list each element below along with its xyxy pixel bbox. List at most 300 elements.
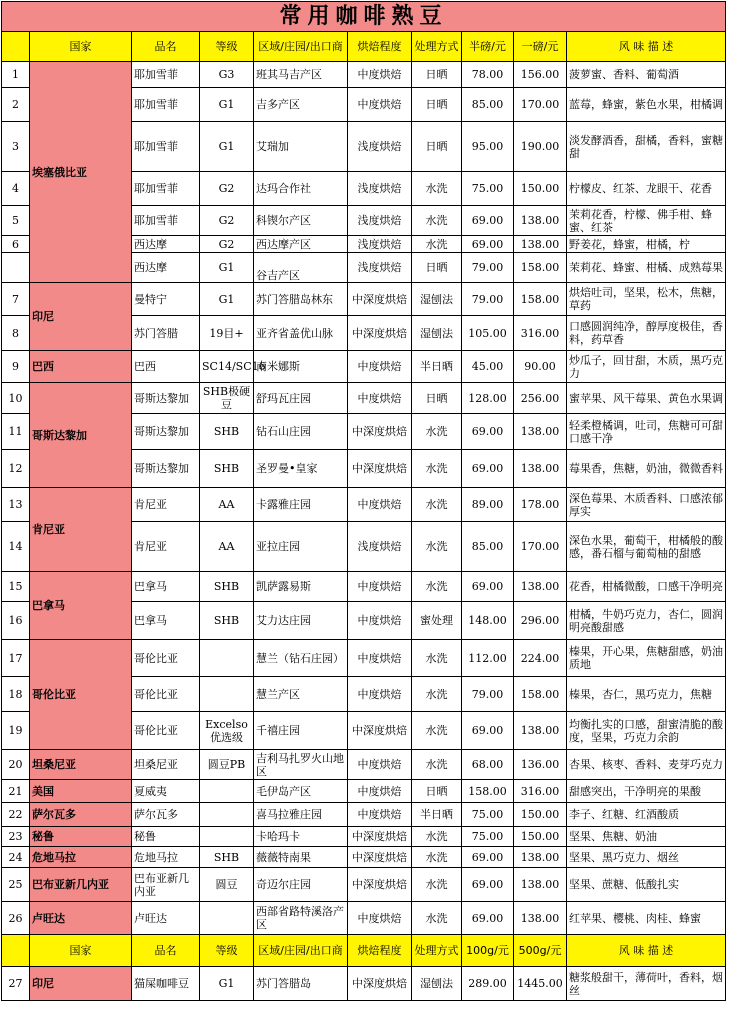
row-number	[2, 253, 30, 283]
flavor-notes: 李子、红糖、红酒酸质	[567, 803, 726, 827]
bean-name: 巴拿马	[132, 572, 200, 602]
pound-price: 138.00	[514, 572, 567, 602]
roast-level: 中深度烘焙	[348, 283, 412, 316]
process-method: 日晒	[412, 383, 462, 414]
row-number: 21	[2, 780, 30, 803]
half-pound-price: 69.00	[462, 902, 514, 935]
flavor-notes: 柑橘，牛奶巧克力，杏仁，圆润明亮酸甜感	[567, 602, 726, 640]
half-pound-price: 68.00	[462, 750, 514, 780]
country-cell: 哥伦比亚	[30, 640, 132, 750]
bean-name: 危地马拉	[132, 847, 200, 868]
bean-name: 坦桑尼亚	[132, 750, 200, 780]
process-method: 日晒	[412, 253, 462, 283]
grade: SC14/SC16	[200, 351, 254, 383]
pound-price: 138.00	[514, 206, 567, 236]
bean-name: 哥斯达黎加	[132, 383, 200, 414]
pound-price: 296.00	[514, 602, 567, 640]
process-method: 蜜处理	[412, 602, 462, 640]
header-half-pound: 半磅/元	[462, 32, 514, 62]
row-number: 17	[2, 640, 30, 677]
region: 圣罗曼•皇家	[254, 450, 348, 488]
country-cell: 巴布亚新几内亚	[30, 868, 132, 902]
process-method: 水洗	[412, 206, 462, 236]
grade: 19目+	[200, 316, 254, 351]
flavor-notes: 淡发酵酒香，甜橘，香料，蜜糖甜	[567, 122, 726, 172]
half-pound-price: 69.00	[462, 847, 514, 868]
country-cell: 卢旺达	[30, 902, 132, 935]
roast-level: 浅度烘焙	[348, 122, 412, 172]
region: 班其马吉产区	[254, 62, 348, 88]
header2-100g: 100g/元	[462, 935, 514, 967]
table-row	[2, 283, 726, 316]
grade: 圆豆PB	[200, 750, 254, 780]
row-number: 4	[2, 172, 30, 206]
header2-flavor: 风 味 描 述	[567, 935, 726, 967]
header-grade: 等级	[200, 32, 254, 62]
table-row	[2, 967, 726, 1001]
process-method: 日晒	[412, 780, 462, 803]
flavor-notes: 榛果，开心果，焦糖甜感，奶油质地	[567, 640, 726, 677]
region: 毛伊岛产区	[254, 780, 348, 803]
half-pound-price: 69.00	[462, 572, 514, 602]
half-pound-price: 112.00	[462, 640, 514, 677]
row-number: 2	[2, 88, 30, 122]
grade: SHB	[200, 602, 254, 640]
half-pound-price: 148.00	[462, 602, 514, 640]
header2-grade: 等级	[200, 935, 254, 967]
flavor-notes: 莓果香，焦糖，奶油，微微香料	[567, 450, 726, 488]
coffee-price-table	[1, 1, 726, 1001]
roast-level: 中度烘焙	[348, 351, 412, 383]
pound-price: 178.00	[514, 488, 567, 522]
table-row	[2, 902, 726, 935]
half-pound-price: 69.00	[462, 868, 514, 902]
process-method: 半日晒	[412, 803, 462, 827]
bean-name: 哥伦比亚	[132, 712, 200, 750]
bean-name: 耶加雪菲	[132, 62, 200, 88]
row-number: 24	[2, 847, 30, 868]
header2-region: 区域/庄园/出口商	[254, 935, 348, 967]
grade: AA	[200, 522, 254, 572]
flavor-notes: 深色水果，葡萄干，柑橘般的酸感，番石榴与葡萄柚的甜感	[567, 522, 726, 572]
table-row	[2, 488, 726, 522]
grade	[200, 780, 254, 803]
grade	[200, 827, 254, 847]
half-pound-price: 75.00	[462, 827, 514, 847]
grade: G1	[200, 283, 254, 316]
half-pound-price: 69.00	[462, 414, 514, 450]
process-method: 水洗	[412, 827, 462, 847]
roast-level: 中度烘焙	[348, 677, 412, 712]
region: 亚齐省盖优山脉	[254, 316, 348, 351]
pound-price: 156.00	[514, 62, 567, 88]
flavor-notes: 榛果，杏仁，黑巧克力，焦糖	[567, 677, 726, 712]
table-row	[2, 351, 726, 383]
bean-name: 耶加雪菲	[132, 172, 200, 206]
grade: SHB	[200, 572, 254, 602]
header-flavor: 风 味 描 述	[567, 32, 726, 62]
bean-name: 苏门答腊	[132, 316, 200, 351]
roast-level: 中度烘焙	[348, 88, 412, 122]
grade	[200, 640, 254, 677]
row-number: 26	[2, 902, 30, 935]
country-cell: 秘鲁	[30, 827, 132, 847]
process-method: 水洗	[412, 414, 462, 450]
flavor-notes: 口感圆润纯净，醇厚度极佳，香料，药草香	[567, 316, 726, 351]
half-pound-price: 128.00	[462, 383, 514, 414]
header2-no	[2, 935, 30, 967]
half-pound-price: 79.00	[462, 253, 514, 283]
table-row	[2, 847, 726, 868]
roast-level: 中深度烘焙	[348, 414, 412, 450]
process-method: 水洗	[412, 450, 462, 488]
flavor-notes: 茉莉花、蜂蜜、柑橘、成熟莓果	[567, 253, 726, 283]
roast-level: 中深度烘焙	[348, 868, 412, 902]
roast-level: 中度烘焙	[348, 780, 412, 803]
roast-level: 浅度烘焙	[348, 172, 412, 206]
table-row	[2, 780, 726, 803]
flavor-notes: 轻柔橙橘调，吐司，焦糖可可甜口感干净	[567, 414, 726, 450]
roast-level: 中深度烘焙	[348, 316, 412, 351]
flavor-notes: 深色莓果、木质香料、口感浓郁厚实	[567, 488, 726, 522]
table-row	[2, 868, 726, 902]
pound-price: 150.00	[514, 827, 567, 847]
row-number: 1	[2, 62, 30, 88]
country-cell: 美国	[30, 780, 132, 803]
header2-roast: 烘焙程度	[348, 935, 412, 967]
half-pound-price: 79.00	[462, 677, 514, 712]
roast-level: 中度烘焙	[348, 383, 412, 414]
flavor-notes: 均衡扎实的口感，甜蜜清脆的酸度，坚果，巧克力余韵	[567, 712, 726, 750]
region: 南米娜斯	[254, 351, 348, 383]
grade: SHB	[200, 450, 254, 488]
half-pound-price: 85.00	[462, 522, 514, 572]
region: 薇薇特南果	[254, 847, 348, 868]
country-cell: 哥斯达黎加	[30, 383, 132, 488]
process-method: 水洗	[412, 750, 462, 780]
bean-name: 耶加雪菲	[132, 88, 200, 122]
grade	[200, 677, 254, 712]
flavor-notes: 茉莉花香，柠檬、佛手柑、蜂蜜、红茶	[567, 206, 726, 236]
bean-name: 西达摩	[132, 236, 200, 253]
roast-level: 浅度烘焙	[348, 206, 412, 236]
half-pound-price: 85.00	[462, 88, 514, 122]
country-cell: 印尼	[30, 283, 132, 351]
roast-level: 中深度烘焙	[348, 827, 412, 847]
flavor-notes: 蓝莓，蜂蜜，紫色水果，柑橘调	[567, 88, 726, 122]
grade	[200, 803, 254, 827]
roast-level: 浅度烘焙	[348, 522, 412, 572]
flavor-notes: 糖浆般甜干，薄荷叶，香料，烟丝	[567, 967, 726, 1001]
process-method: 湿刨法	[412, 967, 462, 1001]
region: 西达摩产区	[254, 236, 348, 253]
bean-name: 耶加雪菲	[132, 206, 200, 236]
row-number: 14	[2, 522, 30, 572]
region: 亚拉庄园	[254, 522, 348, 572]
flavor-notes: 甜感突出，干净明亮的果酸	[567, 780, 726, 803]
region: 卡露雅庄园	[254, 488, 348, 522]
grade: G1	[200, 88, 254, 122]
flavor-notes: 菠萝蜜、香料、葡萄酒	[567, 62, 726, 88]
pound-price: 158.00	[514, 677, 567, 712]
half-pound-price: 69.00	[462, 450, 514, 488]
grade: SHB	[200, 414, 254, 450]
flavor-notes: 坚果、黑巧克力、烟丝	[567, 847, 726, 868]
grade: 圆豆	[200, 868, 254, 902]
row-number: 12	[2, 450, 30, 488]
process-method: 水洗	[412, 847, 462, 868]
region: 西部省路特溪洛产区	[254, 902, 348, 935]
region: 达玛合作社	[254, 172, 348, 206]
row-number: 16	[2, 602, 30, 640]
region: 吉多产区	[254, 88, 348, 122]
region: 凯萨露易斯	[254, 572, 348, 602]
bean-name: 哥斯达黎加	[132, 450, 200, 488]
half-pound-price: 75.00	[462, 172, 514, 206]
page-title: 常用咖啡熟豆	[2, 2, 726, 32]
bean-name: 猫屎咖啡豆	[132, 967, 200, 1001]
half-pound-price: 158.00	[462, 780, 514, 803]
pound-price: 190.00	[514, 122, 567, 172]
region: 吉利马扎罗火山地区	[254, 750, 348, 780]
region: 钻石山庄园	[254, 414, 348, 450]
country-cell: 坦桑尼亚	[30, 750, 132, 780]
pound-price: 138.00	[514, 847, 567, 868]
roast-level: 中度烘焙	[348, 62, 412, 88]
header-process: 处理方式	[412, 32, 462, 62]
process-method: 水洗	[412, 868, 462, 902]
header2-500g: 500g/元	[514, 935, 567, 967]
process-method: 水洗	[412, 522, 462, 572]
row-number: 8	[2, 316, 30, 351]
row-number: 7	[2, 283, 30, 316]
region: 慧兰产区	[254, 677, 348, 712]
process-method: 日晒	[412, 88, 462, 122]
pound-price: 150.00	[514, 803, 567, 827]
pound-price: 158.00	[514, 253, 567, 283]
process-method: 湿刨法	[412, 316, 462, 351]
table-row	[2, 383, 726, 414]
pound-price: 158.00	[514, 283, 567, 316]
process-method: 水洗	[412, 902, 462, 935]
table-row	[2, 572, 726, 602]
process-method: 水洗	[412, 236, 462, 253]
header-no	[2, 32, 30, 62]
bean-name: 萨尔瓦多	[132, 803, 200, 827]
row-number: 19	[2, 712, 30, 750]
pound-price: 170.00	[514, 522, 567, 572]
region: 苏门答腊岛林东	[254, 283, 348, 316]
pound-price: 138.00	[514, 712, 567, 750]
half-pound-price: 89.00	[462, 488, 514, 522]
half-pound-price: 78.00	[462, 62, 514, 88]
row-number: 23	[2, 827, 30, 847]
process-method: 水洗	[412, 640, 462, 677]
process-method: 水洗	[412, 677, 462, 712]
header-roast: 烘焙程度	[348, 32, 412, 62]
table-row	[2, 827, 726, 847]
header-country: 国家	[30, 32, 132, 62]
roast-level: 中度烘焙	[348, 803, 412, 827]
country-cell: 巴西	[30, 351, 132, 383]
pound-price: 138.00	[514, 450, 567, 488]
header-pound: 一磅/元	[514, 32, 567, 62]
flavor-notes: 炒瓜子，回甘甜，木质，黑巧克力	[567, 351, 726, 383]
pound-price: 316.00	[514, 780, 567, 803]
table-row	[2, 640, 726, 677]
process-method: 水洗	[412, 572, 462, 602]
grade	[200, 902, 254, 935]
process-method: 水洗	[412, 172, 462, 206]
process-method: 湿刨法	[412, 283, 462, 316]
pound-price: 90.00	[514, 351, 567, 383]
half-pound-price: 69.00	[462, 206, 514, 236]
country-cell: 肯尼亚	[30, 488, 132, 572]
pound-price: 136.00	[514, 750, 567, 780]
region: 千禧庄园	[254, 712, 348, 750]
row-number: 27	[2, 967, 30, 1001]
grade: G1	[200, 253, 254, 283]
row-number: 20	[2, 750, 30, 780]
header2-process: 处理方式	[412, 935, 462, 967]
flavor-notes: 杏果、核枣、香料、麦芽巧克力	[567, 750, 726, 780]
process-method: 日晒	[412, 122, 462, 172]
roast-level: 中度烘焙	[348, 750, 412, 780]
flavor-notes: 坚果、蔗糖、低酸扎实	[567, 868, 726, 902]
grade: SHB	[200, 847, 254, 868]
process-method: 水洗	[412, 712, 462, 750]
process-method: 日晒	[412, 62, 462, 88]
pound-price: 138.00	[514, 868, 567, 902]
region: 卡哈玛卡	[254, 827, 348, 847]
header-row-2	[2, 935, 726, 967]
region: 苏门答腊岛	[254, 967, 348, 1001]
row-number: 18	[2, 677, 30, 712]
flavor-notes: 蜜苹果、风干莓果、黄色水果调	[567, 383, 726, 414]
100g-price: 289.00	[462, 967, 514, 1001]
grade: G2	[200, 172, 254, 206]
bean-name: 西达摩	[132, 253, 200, 283]
roast-level: 中度烘焙	[348, 602, 412, 640]
half-pound-price: 79.00	[462, 283, 514, 316]
flavor-notes: 野姜花，蜂蜜，柑橘，柠	[567, 236, 726, 253]
roast-level: 中度烘焙	[348, 640, 412, 677]
pound-price: 224.00	[514, 640, 567, 677]
flavor-notes: 柠檬皮、红茶、龙眼干、花香	[567, 172, 726, 206]
bean-name: 肯尼亚	[132, 488, 200, 522]
region: 谷吉产区	[254, 253, 348, 283]
bean-name: 哥斯达黎加	[132, 414, 200, 450]
pound-price: 138.00	[514, 902, 567, 935]
roast-level: 中度烘焙	[348, 488, 412, 522]
roast-level: 浅度烘焙	[348, 236, 412, 253]
roast-level: 中深度烘焙	[348, 847, 412, 868]
region: 喜马拉雅庄园	[254, 803, 348, 827]
bean-name: 巴布亚新几内亚	[132, 868, 200, 902]
roast-level: 中深度烘焙	[348, 712, 412, 750]
bean-name: 耶加雪菲	[132, 122, 200, 172]
country-cell: 巴拿马	[30, 572, 132, 640]
flavor-notes: 红苹果、樱桃、肉桂、蜂蜜	[567, 902, 726, 935]
bean-name: 肯尼亚	[132, 522, 200, 572]
pound-price: 170.00	[514, 88, 567, 122]
header-row	[2, 32, 726, 62]
bean-name: 巴拿马	[132, 602, 200, 640]
pound-price: 150.00	[514, 172, 567, 206]
flavor-notes: 烘焙吐司，坚果，松木，焦糖，草药	[567, 283, 726, 316]
row-number: 15	[2, 572, 30, 602]
pound-price: 256.00	[514, 383, 567, 414]
flavor-notes: 花香，柑橘微酸，口感干净明亮	[567, 572, 726, 602]
half-pound-price: 45.00	[462, 351, 514, 383]
row-number: 11	[2, 414, 30, 450]
country-cell: 埃塞俄比亚	[30, 62, 132, 283]
pound-price: 316.00	[514, 316, 567, 351]
half-pound-price: 69.00	[462, 712, 514, 750]
bean-name: 曼特宁	[132, 283, 200, 316]
table-row	[2, 803, 726, 827]
row-number: 22	[2, 803, 30, 827]
flavor-notes: 坚果、焦糖、奶油	[567, 827, 726, 847]
header-name: 品名	[132, 32, 200, 62]
process-method: 半日晒	[412, 351, 462, 383]
row-number: 3	[2, 122, 30, 172]
roast-level: 中度烘焙	[348, 572, 412, 602]
grade: G3	[200, 62, 254, 88]
half-pound-price: 69.00	[462, 236, 514, 253]
row-number: 9	[2, 351, 30, 383]
country-cell: 危地马拉	[30, 847, 132, 868]
bean-name: 巴西	[132, 351, 200, 383]
half-pound-price: 75.00	[462, 803, 514, 827]
bean-name: 夏威夷	[132, 780, 200, 803]
grade: G2	[200, 236, 254, 253]
region: 科锲尔产区	[254, 206, 348, 236]
bean-name: 哥伦比亚	[132, 640, 200, 677]
pound-price: 138.00	[514, 414, 567, 450]
half-pound-price: 105.00	[462, 316, 514, 351]
grade: Excelso优选级	[200, 712, 254, 750]
region: 舒玛瓦庄园	[254, 383, 348, 414]
grade: G1	[200, 967, 254, 1001]
region: 艾瑞加	[254, 122, 348, 172]
header-region: 区域/庄园/出口商	[254, 32, 348, 62]
table-row	[2, 62, 726, 88]
table-row	[2, 750, 726, 780]
pound-price: 138.00	[514, 236, 567, 253]
500g-price: 1445.00	[514, 967, 567, 1001]
row-number: 6	[2, 236, 30, 253]
row-number: 5	[2, 206, 30, 236]
grade: SHB极硬豆	[200, 383, 254, 414]
header2-name: 品名	[132, 935, 200, 967]
roast-level: 中深度烘焙	[348, 967, 412, 1001]
bean-name: 哥伦比亚	[132, 677, 200, 712]
bean-name: 卢旺达	[132, 902, 200, 935]
row-number: 25	[2, 868, 30, 902]
roast-level: 中度烘焙	[348, 902, 412, 935]
row-number: 13	[2, 488, 30, 522]
price-sheet	[1, 1, 725, 1001]
region: 慧兰（钻石庄园）	[254, 640, 348, 677]
country-cell: 印尼	[30, 967, 132, 1001]
region: 奇迈尔庄园	[254, 868, 348, 902]
grade: G1	[200, 122, 254, 172]
roast-level: 中深度烘焙	[348, 450, 412, 488]
region: 艾力达庄园	[254, 602, 348, 640]
grade: AA	[200, 488, 254, 522]
grade: G2	[200, 206, 254, 236]
